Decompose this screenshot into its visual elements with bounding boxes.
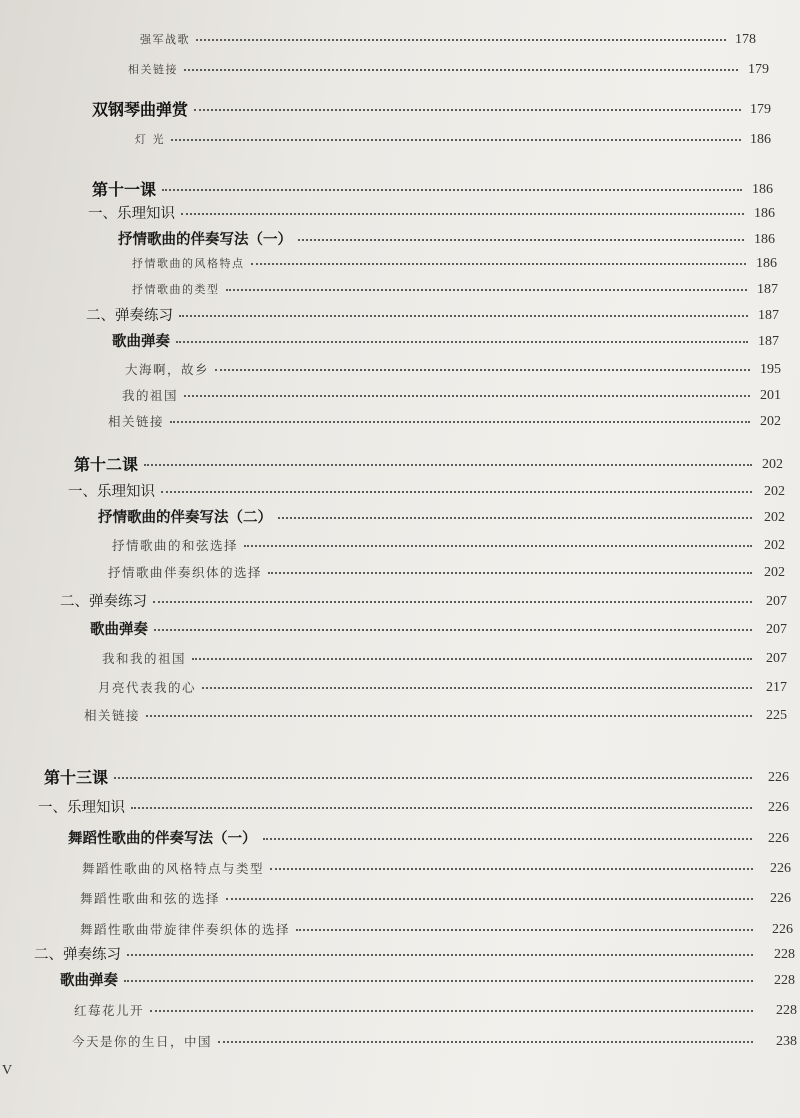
toc-page-number: 202 [760, 414, 781, 429]
toc-leader-dots [154, 629, 752, 631]
toc-leader-dots [226, 898, 753, 900]
toc-entry-title: 舞蹈性歌曲的伴奏写法（一） [68, 831, 257, 847]
toc-entry [132, 252, 800, 276]
toc-leader-dots [184, 395, 750, 397]
toc-entry-title: 第十一课 [92, 180, 157, 199]
toc-entry [80, 918, 800, 942]
toc-page-number: 187 [757, 282, 778, 297]
toc-entry-title: 月亮代表我的心 [98, 680, 197, 695]
toc-page-number: 178 [735, 32, 756, 47]
toc-entry [135, 128, 800, 152]
toc-page-number: 202 [764, 565, 785, 580]
toc-entry [98, 506, 800, 530]
toc-entry [68, 827, 800, 851]
toc-entry-title: 大海啊，故乡 [125, 362, 210, 377]
toc-page-number: 179 [750, 102, 771, 117]
toc-leader-dots [144, 464, 752, 466]
toc-leader-dots [270, 868, 753, 870]
toc-page-number: 207 [766, 622, 787, 637]
toc-entry-title: 歌曲弹奏 [60, 973, 118, 989]
toc-leader-dots [161, 491, 752, 493]
toc-entry [74, 999, 800, 1023]
toc-page-number: 202 [762, 457, 783, 472]
toc-page-number: 226 [770, 891, 791, 906]
toc-entry [86, 304, 800, 328]
toc-leader-dots [131, 807, 752, 809]
toc-page-number: 186 [752, 182, 773, 197]
toc-entry [122, 384, 800, 408]
toc-entry [128, 58, 800, 82]
toc-page-number: 238 [776, 1034, 797, 1049]
toc-leader-dots [244, 545, 752, 547]
toc-entry [108, 561, 800, 585]
toc-entry [38, 796, 800, 820]
toc-entry-title: 舞蹈性歌曲和弦的选择 [80, 891, 221, 906]
toc-page-number: 226 [772, 922, 793, 937]
toc-leader-dots [278, 517, 752, 519]
toc-entry [80, 887, 800, 911]
toc-entry [84, 704, 800, 728]
toc-page-number: 186 [750, 132, 771, 147]
toc-leader-dots [127, 954, 753, 956]
toc-page-number: 195 [760, 362, 781, 377]
toc-page-number: 202 [764, 538, 785, 553]
toc-leader-dots [202, 687, 752, 689]
toc-entry-title: 红莓花儿开 [74, 1003, 145, 1018]
toc-leader-dots [192, 658, 752, 660]
toc-entry-title: 我和我的祖国 [102, 651, 187, 666]
toc-page-number: 228 [774, 973, 795, 988]
toc-entry-title: 第十三课 [44, 768, 109, 787]
toc-entry [98, 676, 800, 700]
toc-leader-dots [215, 369, 750, 371]
toc-entry-title: 相关链接 [108, 414, 165, 429]
toc-entry-title: 抒情歌曲的伴奏写法（一） [118, 232, 292, 248]
toc-entry [88, 202, 800, 226]
toc-entry [118, 228, 800, 252]
toc-entry-title: 抒情歌曲伴奏织体的选择 [108, 565, 263, 580]
toc-leader-dots [153, 601, 752, 603]
toc-page-number: 202 [764, 484, 785, 499]
toc-entry [92, 178, 800, 202]
toc-page-number: 187 [758, 334, 779, 349]
toc-entry-title: 强军战歌 [140, 33, 190, 46]
toc-page-number: 186 [754, 232, 775, 247]
toc-entry-title: 一、乐理知识 [38, 800, 125, 816]
toc-entry [102, 647, 800, 671]
toc-page-number: 226 [770, 861, 791, 876]
toc-entry-title: 一、乐理知识 [68, 484, 155, 500]
toc-page-number: 225 [766, 708, 787, 723]
toc-entry-title: 抒情歌曲的风格特点 [132, 257, 245, 270]
toc-entry-title: 二、弹奏练习 [34, 947, 121, 963]
toc-entry [44, 766, 800, 790]
toc-entry [108, 410, 800, 434]
toc-entry-title: 抒情歌曲的伴奏写法（二） [98, 510, 272, 526]
toc-leader-dots [150, 1010, 753, 1012]
toc-leader-dots [146, 715, 752, 717]
toc-leader-dots [170, 421, 750, 423]
toc-page-number: 186 [756, 256, 777, 271]
toc-entry [68, 480, 800, 504]
toc-entry-title: 一、乐理知识 [88, 206, 175, 222]
toc-page-number: 226 [768, 800, 789, 815]
toc-page-number: 228 [774, 947, 795, 962]
toc-entry-title: 相关链接 [128, 63, 178, 76]
toc-leader-dots [298, 239, 744, 241]
toc-leader-dots [124, 980, 753, 982]
toc-leader-dots [226, 289, 748, 291]
toc-leader-dots [251, 263, 747, 265]
toc-page-number: 226 [768, 770, 789, 785]
toc-leader-dots [179, 315, 748, 317]
toc-entry-title: 歌曲弹奏 [112, 334, 170, 350]
toc-entry [92, 98, 800, 122]
toc-entry [132, 278, 800, 302]
toc-leader-dots [162, 189, 742, 191]
toc-leader-dots [218, 1041, 753, 1043]
toc-entry-title: 舞蹈性歌曲的风格特点与类型 [82, 861, 265, 876]
toc-entry [34, 943, 800, 967]
toc-leader-dots [176, 341, 748, 343]
toc-entry-title: 相关链接 [84, 708, 141, 723]
toc-leader-dots [194, 109, 741, 111]
toc-page-number: 228 [776, 1003, 797, 1018]
toc-leader-dots [181, 213, 744, 215]
toc-entry-title: 第十二课 [74, 455, 139, 474]
toc-entry [82, 857, 800, 881]
toc-page-number: 207 [766, 651, 787, 666]
toc-page-number: 187 [758, 308, 779, 323]
toc-page-number: 202 [764, 510, 785, 525]
toc-entry [60, 590, 800, 614]
toc-leader-dots [171, 139, 741, 141]
toc-entry [112, 330, 800, 354]
toc-entry-title: 歌曲弹奏 [90, 622, 148, 638]
toc-leader-dots [184, 69, 738, 71]
toc-entry [112, 534, 800, 558]
toc-entry-title: 二、弹奏练习 [86, 308, 173, 324]
toc-entry [74, 453, 800, 477]
toc-leader-dots [114, 777, 752, 779]
page-number-roman: V [2, 1063, 13, 1078]
toc-leader-dots [196, 39, 726, 41]
toc-entry-title: 抒情歌曲的类型 [132, 283, 220, 296]
toc-entry-title: 我的祖国 [122, 388, 179, 403]
toc-page-number: 179 [748, 62, 769, 77]
toc-page-number: 186 [754, 206, 775, 221]
toc-page-number: 226 [768, 831, 789, 846]
toc-entry-title: 二、弹奏练习 [60, 594, 147, 610]
toc-entry-title: 抒情歌曲的和弦选择 [112, 538, 239, 553]
toc-entry-title: 灯 光 [135, 133, 165, 146]
toc-entry-title: 今天是你的生日，中国 [72, 1034, 213, 1049]
toc-page-number: 217 [766, 680, 787, 695]
toc-leader-dots [263, 838, 753, 840]
toc-page-number: 201 [760, 388, 781, 403]
toc-leader-dots [296, 929, 753, 931]
toc-leader-dots [268, 572, 752, 574]
toc-entry-title: 舞蹈性歌曲带旋律伴奏织体的选择 [80, 922, 291, 937]
toc-page-number: 207 [766, 594, 787, 609]
toc-entry [140, 28, 800, 52]
toc-entry [90, 618, 800, 642]
toc-entry [125, 358, 800, 382]
toc-entry [72, 1030, 800, 1054]
toc-entry-title: 双钢琴曲弹赏 [92, 100, 189, 119]
toc-entry [60, 969, 800, 993]
